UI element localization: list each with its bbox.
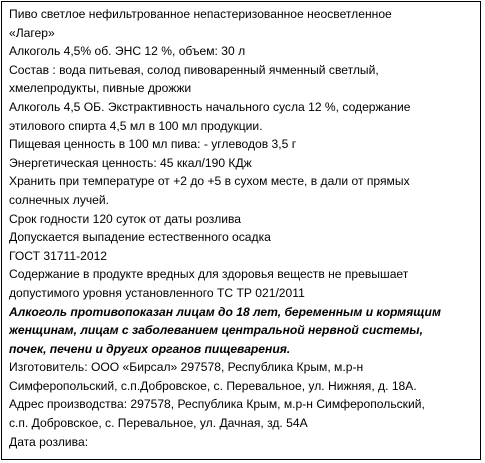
- warning-line-2: женщинам, лицам с заболеванием центральной нервной системы,: [9, 323, 423, 338]
- sediment-line: Допускается выпадение естественного осадка: [9, 230, 271, 245]
- extract-line-1: Алкоголь 4,5 ОБ. Экстрактивность начального сусла 12 %, содержание: [9, 99, 411, 114]
- safety-line-2: допустимого уровня установленного ТС ТР 021/2011: [9, 285, 305, 300]
- extract-line-2: этилового спирта 4,5 мл в 100 мл продукции.: [9, 118, 263, 133]
- alcohol-volume-line: Алкоголь 4,5% об. ЭНС 12 %, объем: 30 л: [9, 44, 246, 59]
- energy-line: Энергетическая ценность: 45 ккал/190 КДж: [9, 155, 252, 170]
- storage-line-1: Хранить при температуре от +2 до +5 в сухом месте, в дали от прямых: [9, 174, 410, 189]
- shelf-life-line: Срок годности 120 суток от даты розлива: [9, 211, 242, 226]
- production-address-line-1: Адрес производства: 297578, Республика Крым, м.р-н Симферопольский,: [9, 397, 425, 412]
- storage-line-2: солнечных лучей.: [9, 192, 110, 207]
- safety-line-1: Содержание в продукте вредных для здоровья веществ не превышает: [9, 267, 409, 282]
- gost-line: ГОСТ 31711-2012: [9, 248, 108, 263]
- composition-line-1: Состав : вода питьевая, солод пивоваренный ячменный светлый,: [9, 62, 379, 77]
- manufacturer-line-2: Симферопольский, с.п.Добровское, с. Перевальное, ул. Нижняя, д. 18А.: [9, 378, 417, 393]
- product-name-line-1: Пиво светлое нефильтрованное непастеризованное неосветленное: [9, 7, 392, 21]
- nutrition-line: Пищевая ценность в 100 мл пива: - углеводов 3,5 г: [9, 137, 297, 152]
- production-address-line-2: с.п. Добровское, с. Перевальное, ул. Дачная, зд. 54А: [9, 416, 308, 431]
- warning-line-1: Алкоголь противопоказан лицам до 18 лет, беременным и кормящим: [9, 304, 441, 319]
- bottling-date-line: Дата розлива:: [9, 434, 89, 449]
- warning-line-3: почек, печени и других органов пищеварения.: [9, 341, 291, 356]
- product-label: [1, 1, 481, 460]
- manufacturer-line-1: Изготовитель: ООО «Бирсал» 297578, Республика Крым, м.р-н: [9, 360, 364, 375]
- composition-line-2: хмелепродукты, пивные дрожжи: [9, 81, 192, 96]
- product-name-line-2: «Лагер»: [9, 25, 55, 40]
